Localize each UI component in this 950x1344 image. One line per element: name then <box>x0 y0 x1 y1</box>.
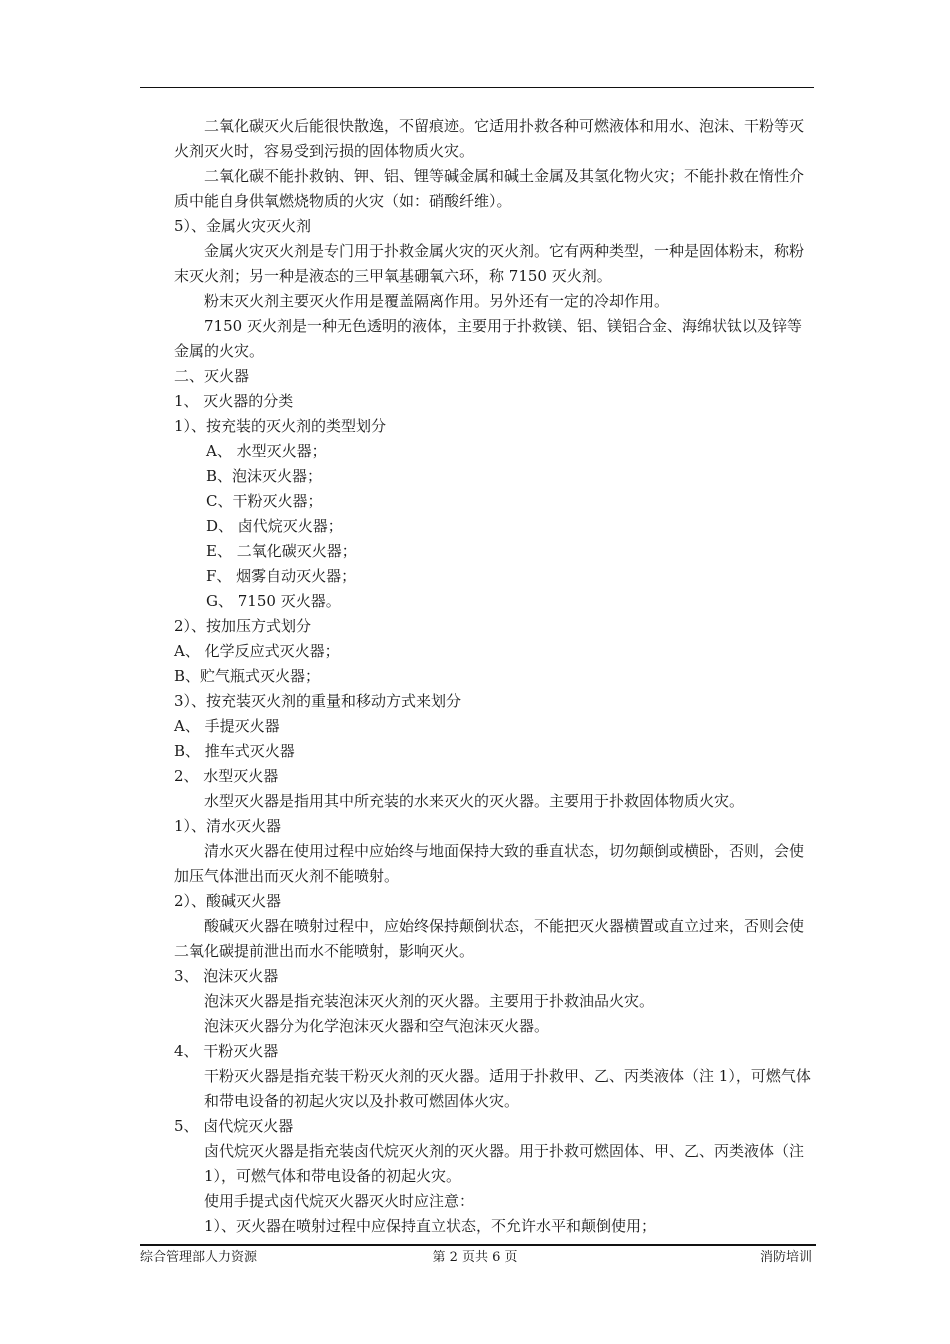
footer-department: 综合管理部人力资源 <box>140 1250 258 1265</box>
paragraph-halon-notes: 使用手提式卤代烷灭火器灭火时应注意： <box>204 1192 475 1210</box>
list-item: B、泡沫灭火器； <box>206 467 323 485</box>
heading-water-extinguisher: 2、 水型灭火器 <box>174 767 279 785</box>
heading-extinguishers: 二、灭火器 <box>174 367 250 385</box>
paragraph-co2-usage: 二氧化碳灭火后能很快散逸，不留痕迹。它适用扑救各种可燃液体和用水、泡沫、干粉等灭火剂灭火时，容易受到污损的固体物质火灾。 <box>174 117 805 160</box>
paragraph-clear-water: 清水灭火器在使用过程中应始终与地面保持大致的垂直状态，切勿颠倒或横卧，否则，会使加压气体泄出而灭火剂不能喷射。 <box>174 842 805 885</box>
list-item: G、 7150 灭火器。 <box>206 592 341 610</box>
paragraph-water-extinguisher: 水型灭火器是指用其中所充装的水来灭火的灭火器。主要用于扑救固体物质火灾。 <box>204 792 745 810</box>
paragraph-7150-agent: 7150 灭火剂是一种无色透明的液体，主要用于扑救镁、铝、镁铝合金、海绵状钛以及锌等金属的火灾。 <box>174 317 802 360</box>
footer-page-number: 第 2 页共 6 页 <box>432 1250 518 1265</box>
paragraph-foam-types: 泡沫灭火器分为化学泡沫灭火器和空气泡沫灭火器。 <box>204 1017 550 1035</box>
footer-rule <box>140 1244 816 1246</box>
heading-classification: 1、 灭火器的分类 <box>174 392 294 410</box>
heading-by-agent-type: 1）、按充装的灭火剂的类型划分 <box>174 417 387 435</box>
header-rule <box>140 87 814 88</box>
heading-by-weight: 3）、按充装灭火剂的重量和移动方式来划分 <box>174 692 462 710</box>
paragraph-powder-agent: 粉末灭火剂主要灭火作用是覆盖隔离作用。另外还有一定的冷却作用。 <box>204 292 670 310</box>
list-item: F、 烟雾自动灭火器； <box>206 567 357 585</box>
heading-clear-water: 1）、清水灭火器 <box>174 817 282 835</box>
paragraph-acid-alkali: 酸碱灭火器在喷射过程中，应始终保持颠倒状态，不能把灭火器横置或直立过来，否则会使二氧化碳提前泄出而水不能喷射，影响灭火。 <box>174 917 805 960</box>
paragraph-halon: 卤代烷灭火器是指充装卤代烷灭火剂的灭火器。用于扑救可燃固体、甲、乙、丙类液体（注 1），可燃气体和带电设备的初起火灾。 <box>204 1142 805 1185</box>
paragraph-co2-limits: 二氧化碳不能扑救钠、钾、铝、锂等碱金属和碱土金属及其氢化物火灾；不能扑救在惰性介质中能自身供氧燃烧物质的火灾（如：硝酸纤维）。 <box>174 167 805 210</box>
paragraph-halon-note-1: 1）、灭火器在喷射过程中应保持直立状态，不允许水平和颠倒使用； <box>204 1217 657 1235</box>
list-item: A、 化学反应式灭火器； <box>174 642 340 660</box>
list-item: B、 推车式灭火器 <box>174 742 295 760</box>
heading-halon: 5、 卤代烷灭火器 <box>174 1117 294 1135</box>
heading-metal-fire-agent: 5）、金属火灾灭火剂 <box>174 217 312 235</box>
paragraph-foam-use: 泡沫灭火器是指充装泡沫灭火剂的灭火器。主要用于扑救油品火灾。 <box>204 992 655 1010</box>
heading-dry-powder: 4、 干粉灭火器 <box>174 1042 279 1060</box>
paragraph-metal-fire-agent: 金属火灾灭火剂是专门用于扑救金属火灾的灭火剂。它有两种类型，一种是固体粉末，称粉末灭火剂；另一种是液态的三甲氧基硼氧六环，称 7150 灭火剂。 <box>174 242 805 285</box>
list-item: A、 手提灭火器 <box>174 717 280 735</box>
heading-foam: 3、 泡沫灭火器 <box>174 967 279 985</box>
list-item: C、干粉灭火器； <box>206 492 323 510</box>
list-item: B、贮气瓶式灭火器； <box>174 667 321 685</box>
footer-title: 消防培训 <box>759 1250 812 1265</box>
heading-acid-alkali: 2）、酸碱灭火器 <box>174 892 282 910</box>
list-item: E、 二氧化碳灭火器； <box>206 542 357 560</box>
document-body <box>174 114 814 1239</box>
list-item: D、 卤代烷灭火器； <box>206 517 343 535</box>
heading-by-pressure: 2）、按加压方式划分 <box>174 617 312 635</box>
list-item: A、 水型灭火器； <box>206 442 327 460</box>
paragraph-dry-powder: 干粉灭火器是指充装干粉灭火剂的灭火器。适用于扑救甲、乙、丙类液体（注 1），可燃气体和带电设备的初起火灾以及扑救可燃固体火灾。 <box>204 1067 811 1110</box>
